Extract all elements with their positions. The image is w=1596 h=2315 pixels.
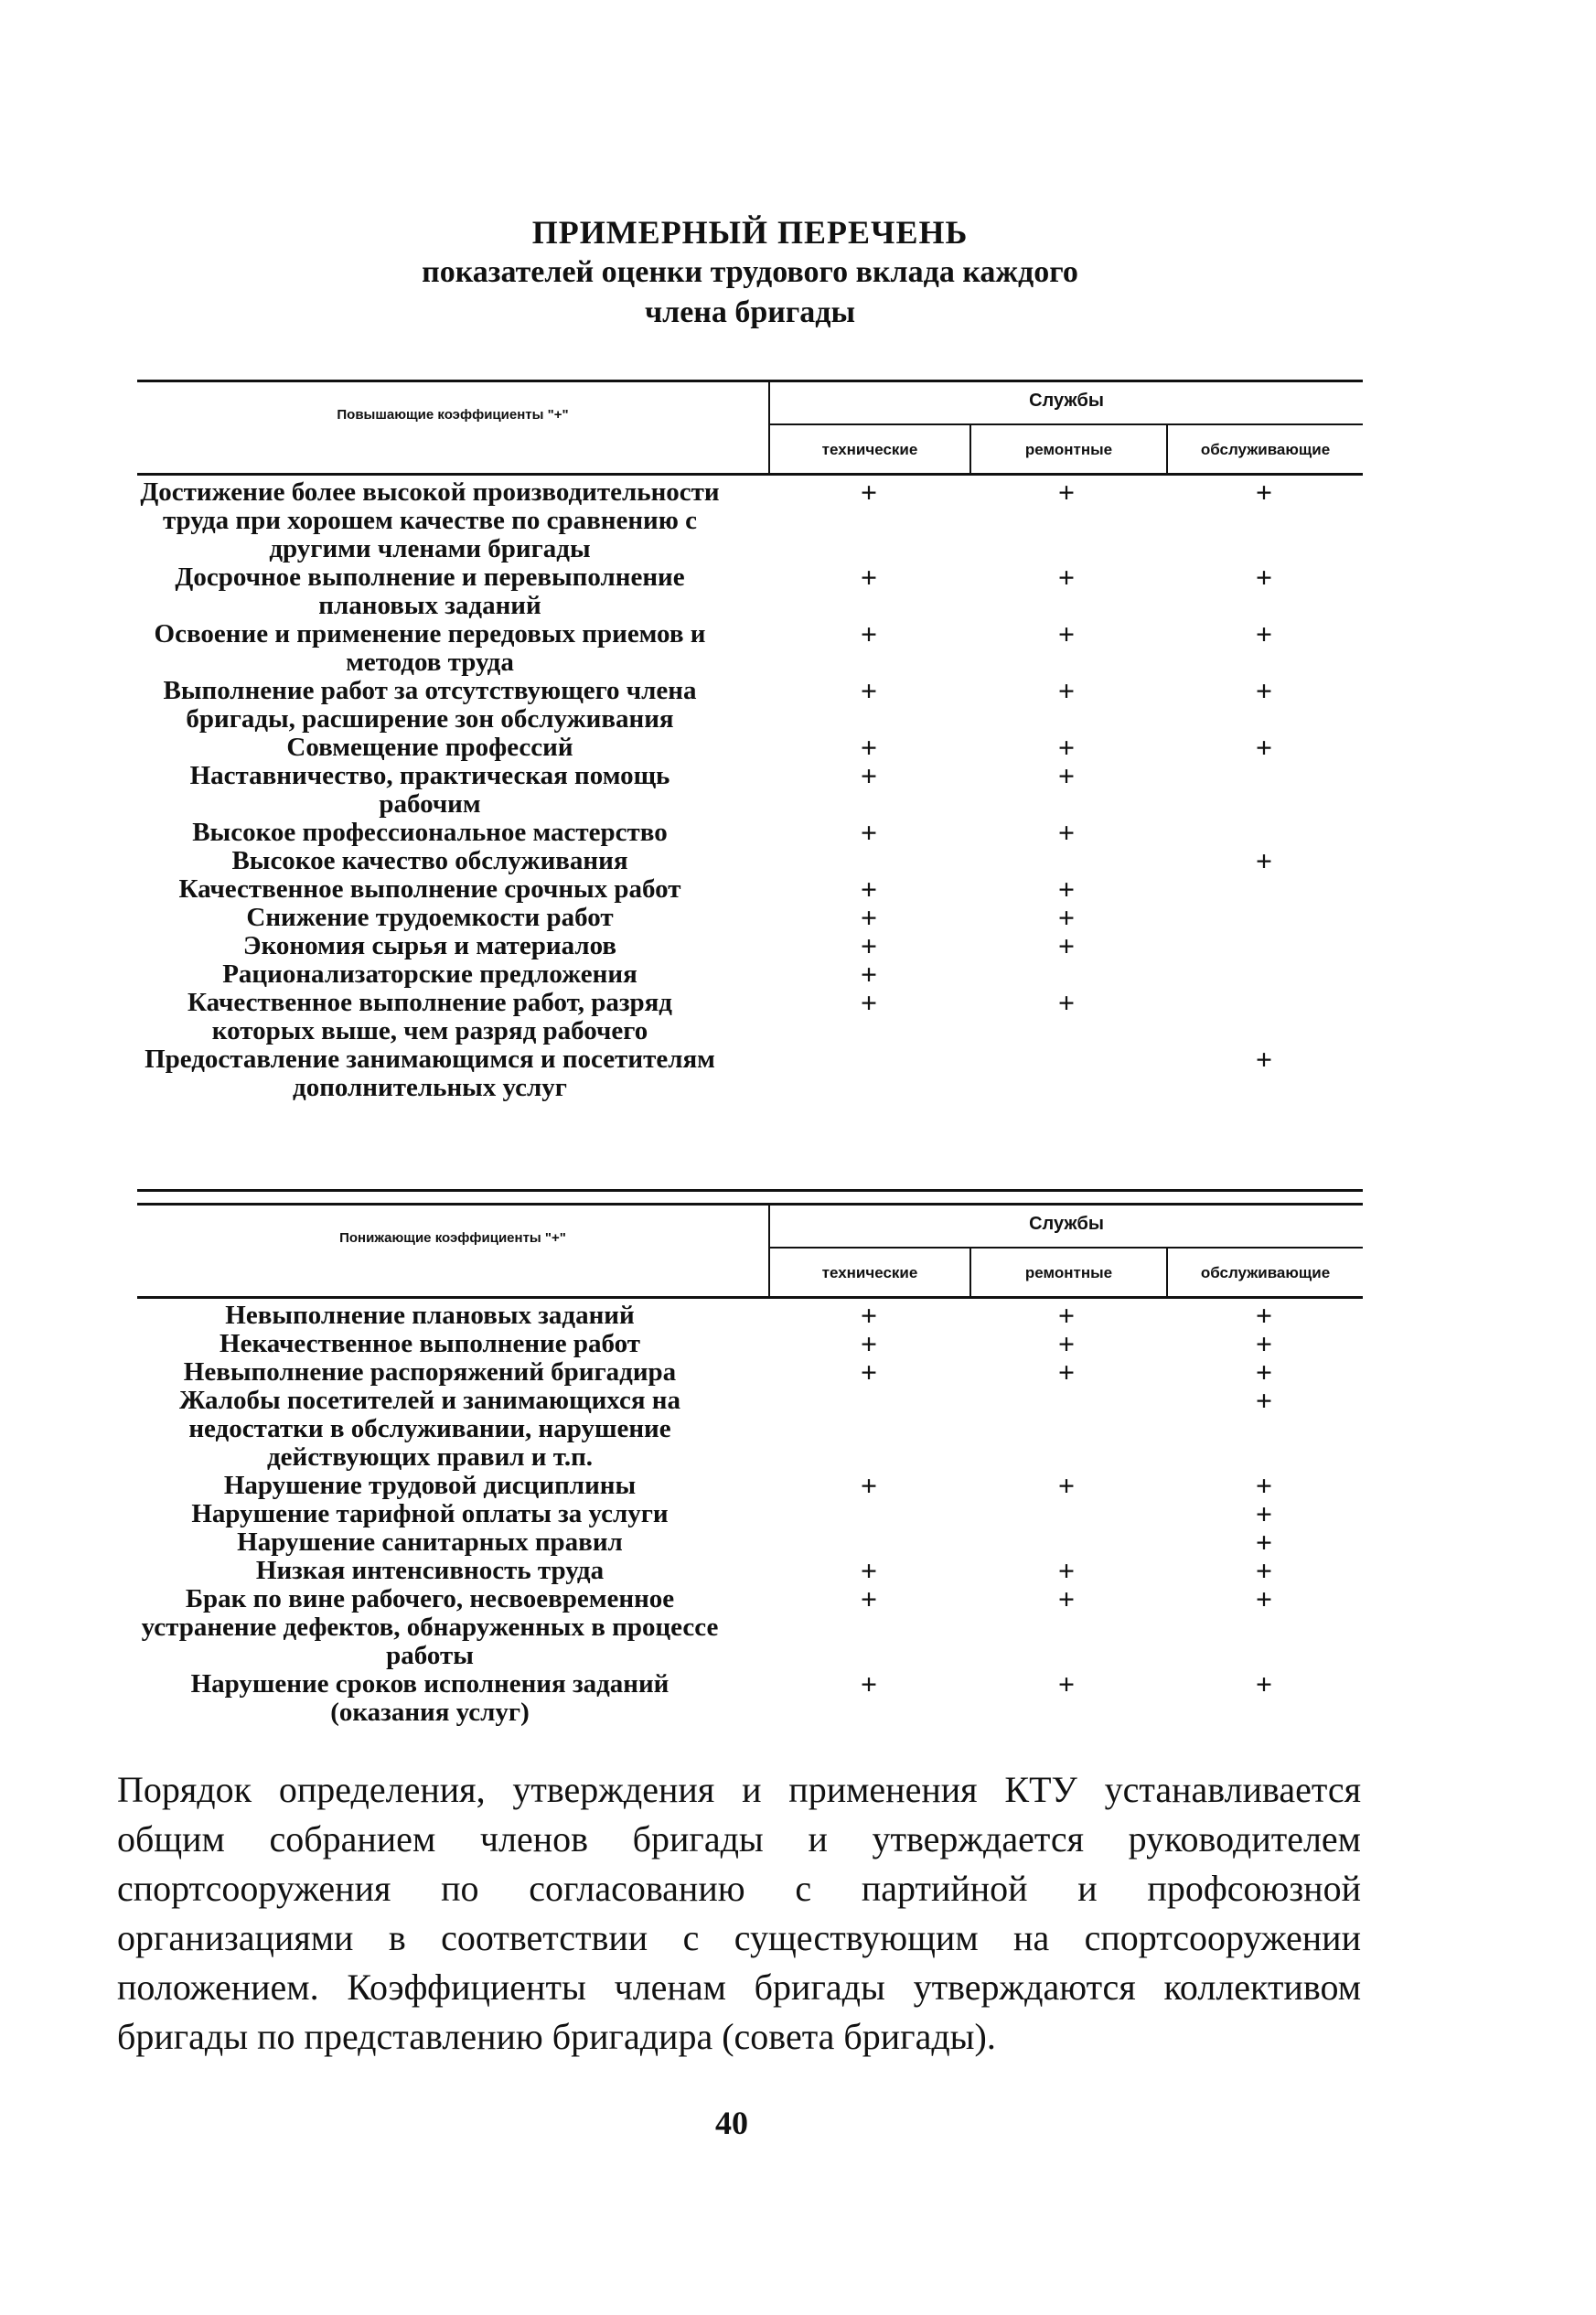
column-header-technical: технические: [821, 1264, 918, 1281]
plus-mark: +: [1057, 1667, 1076, 1700]
plus-mark: +: [1057, 1582, 1076, 1615]
plus-mark: +: [1057, 986, 1076, 1019]
decreasing-coefficients-table: [137, 1203, 1363, 1752]
plus-mark: +: [1255, 731, 1273, 764]
services-underline: [770, 1247, 1363, 1249]
row-label: Достижение более высокой производительности труда при хорошем качестве по сравнению с другими членами бригады: [140, 477, 720, 563]
plus-mark: +: [860, 958, 878, 991]
row-label: Экономия сырья и материалов: [242, 931, 617, 960]
plus-mark: +: [1255, 1043, 1273, 1076]
plus-mark: +: [860, 901, 878, 934]
row-label: Невыполнение плановых заданий: [225, 1301, 635, 1330]
plus-mark: +: [1057, 1469, 1076, 1502]
row-label: Нарушение сроков исполнения заданий (оказания услуг): [190, 1669, 669, 1727]
row-label: Снижение трудоемкости работ: [246, 903, 614, 932]
plus-mark: +: [860, 1356, 878, 1388]
plus-mark: +: [860, 561, 878, 594]
row-label: Высокое профессиональное мастерство: [192, 818, 668, 847]
plus-mark: +: [1255, 1384, 1273, 1417]
table-row: [137, 1358, 1363, 1387]
table-row: [137, 901, 1363, 934]
plus-mark: +: [1255, 1554, 1273, 1587]
plus-mark: +: [860, 731, 878, 764]
plus-mark: +: [860, 873, 878, 906]
plus-mark: +: [1255, 1667, 1273, 1700]
plus-mark: +: [1255, 1469, 1273, 1502]
column-header-service: обслуживающие: [1200, 441, 1331, 458]
plus-mark: +: [1255, 1497, 1273, 1530]
column-header-service: обслуживающие: [1200, 1264, 1331, 1281]
table-row: [137, 929, 1363, 962]
table-row: [137, 674, 1363, 734]
title-line-2: показателей оценки трудового вклада каждого: [422, 255, 1078, 289]
table-row: [137, 1582, 1363, 1670]
column-header-repair: ремонтные: [1024, 441, 1113, 458]
row-label: Совмещение профессий: [286, 733, 573, 762]
plus-mark: +: [860, 1582, 878, 1615]
services-underline: [770, 423, 1363, 425]
row-label: Освоение и применение передовых приемов и методов труда: [154, 619, 706, 677]
plus-mark: +: [860, 1554, 878, 1587]
plus-mark: +: [1057, 1356, 1076, 1388]
plus-mark: +: [1057, 1299, 1076, 1332]
table-row: [137, 986, 1363, 1045]
row-label: Предоставление занимающимся и посетителям дополнительных услуг: [145, 1045, 715, 1102]
plus-mark: +: [860, 816, 878, 849]
plus-mark: +: [860, 674, 878, 707]
plus-mark: +: [860, 1299, 878, 1332]
plus-mark: +: [1255, 844, 1273, 877]
plus-mark: +: [1255, 1526, 1273, 1559]
row-label: Нарушение тарифной оплаты за услуги: [191, 1499, 669, 1528]
plus-mark: +: [1057, 929, 1076, 962]
header-left-label: Повышающие коэффициенты "+": [337, 407, 569, 423]
plus-mark: +: [1057, 617, 1076, 650]
table-top-rule: [137, 380, 1363, 382]
row-label: Нарушение трудовой дисциплины: [223, 1471, 637, 1500]
plus-mark: +: [1255, 476, 1273, 509]
increasing-coefficients-table: [137, 380, 1363, 1194]
body-paragraph: Порядок определения, утверждения и применения КТУ устанавливается общим собранием членов бригады и утверждается руководителем спортсооружения по согласованию с партийной и профсоюзной организациями в соответствии с существующим на спортсооружении положением. Коэффициенты членам бригады утверждаются коллективом бригады по представлению бригадира (совета бригады).: [117, 1769, 1361, 2057]
plus-mark: +: [860, 1469, 878, 1502]
plus-mark: +: [1255, 1356, 1273, 1388]
plus-mark: +: [860, 1327, 878, 1360]
plus-mark: +: [1057, 873, 1076, 906]
plus-mark: +: [1057, 816, 1076, 849]
row-label: Брак по вине рабочего, несвоевременное устранение дефектов, обнаруженных в процессе работы: [141, 1584, 719, 1670]
plus-mark: +: [1255, 1299, 1273, 1332]
header-left-label: Понижающие коэффициенты "+": [339, 1230, 566, 1246]
row-label: Досрочное выполнение и перевыполнение плановых заданий: [175, 563, 685, 620]
page-number: 40: [715, 2105, 748, 2141]
row-label: Жалобы посетителей и занимающихся на недостатки в обслуживании, нарушение действующих правил и т.п.: [179, 1386, 680, 1472]
plus-mark: +: [860, 929, 878, 962]
plus-mark: +: [1255, 617, 1273, 650]
title-line-3: члена бригады: [644, 295, 856, 329]
table-top-rule: [137, 1203, 1363, 1206]
row-label: Нарушение санитарных правил: [237, 1527, 623, 1557]
header-bottom-rule: [137, 473, 1363, 476]
plus-mark: +: [1057, 1327, 1076, 1360]
row-label: Рационализаторские предложения: [222, 959, 637, 989]
plus-mark: +: [1255, 1582, 1273, 1615]
row-label: Невыполнение распоряжений бригадира: [183, 1357, 677, 1387]
row-label: Некачественное выполнение работ: [220, 1329, 640, 1358]
plus-mark: +: [1057, 674, 1076, 707]
table-row: [137, 1384, 1363, 1472]
row-label: Высокое качество обслуживания: [231, 846, 628, 875]
plus-mark: +: [860, 986, 878, 1019]
table-row: [137, 816, 1363, 849]
title-line-1: ПРИМЕРНЫЙ ПЕРЕЧЕНЬ: [531, 214, 969, 251]
plus-mark: +: [860, 759, 878, 792]
table-row: [137, 1667, 1363, 1727]
plus-mark: +: [1057, 1554, 1076, 1587]
plus-mark: +: [860, 476, 878, 509]
table-row: [137, 617, 1363, 677]
table-row: [137, 731, 1363, 764]
plus-mark: +: [1057, 731, 1076, 764]
table-row: [137, 478, 1363, 563]
row-label: Наставничество, практическая помощь рабочим: [189, 761, 670, 819]
table-row: [137, 1469, 1363, 1502]
plus-mark: +: [1255, 674, 1273, 707]
plus-mark: +: [1255, 561, 1273, 594]
plus-mark: +: [860, 617, 878, 650]
table-row: [137, 759, 1363, 819]
column-header-technical: технические: [821, 441, 918, 458]
table-row: [137, 960, 1363, 989]
plus-mark: +: [860, 1667, 878, 1700]
table-row: [137, 844, 1363, 877]
row-label: Качественное выполнение срочных работ: [178, 874, 681, 904]
table-row: [137, 1299, 1363, 1332]
header-services-label: Службы: [1029, 1214, 1104, 1234]
plus-mark: +: [1057, 901, 1076, 934]
header-services-label: Службы: [1029, 391, 1104, 411]
table-row: [137, 1327, 1363, 1360]
table-row: [137, 875, 1363, 904]
header-bottom-rule: [137, 1296, 1363, 1299]
plus-mark: +: [1057, 561, 1076, 594]
table-bottom-rule: [137, 1189, 1363, 1192]
row-label: Выполнение работ за отсутствующего члена бригады, расширение зон обслуживания: [163, 676, 697, 734]
plus-mark: +: [1057, 476, 1076, 509]
table-row: [137, 1554, 1363, 1587]
table-row: [137, 1528, 1363, 1557]
plus-mark: +: [1255, 1327, 1273, 1360]
plus-mark: +: [1057, 759, 1076, 792]
column-header-repair: ремонтные: [1024, 1264, 1113, 1281]
row-label: Низкая интенсивность труда: [255, 1556, 605, 1585]
document-title: [128, 212, 1372, 333]
row-label: Качественное выполнение работ, разряд которых выше, чем разряд рабочего: [187, 988, 672, 1045]
table-row: [137, 1497, 1363, 1530]
table-row: [137, 563, 1363, 620]
table-row: [137, 1045, 1363, 1102]
